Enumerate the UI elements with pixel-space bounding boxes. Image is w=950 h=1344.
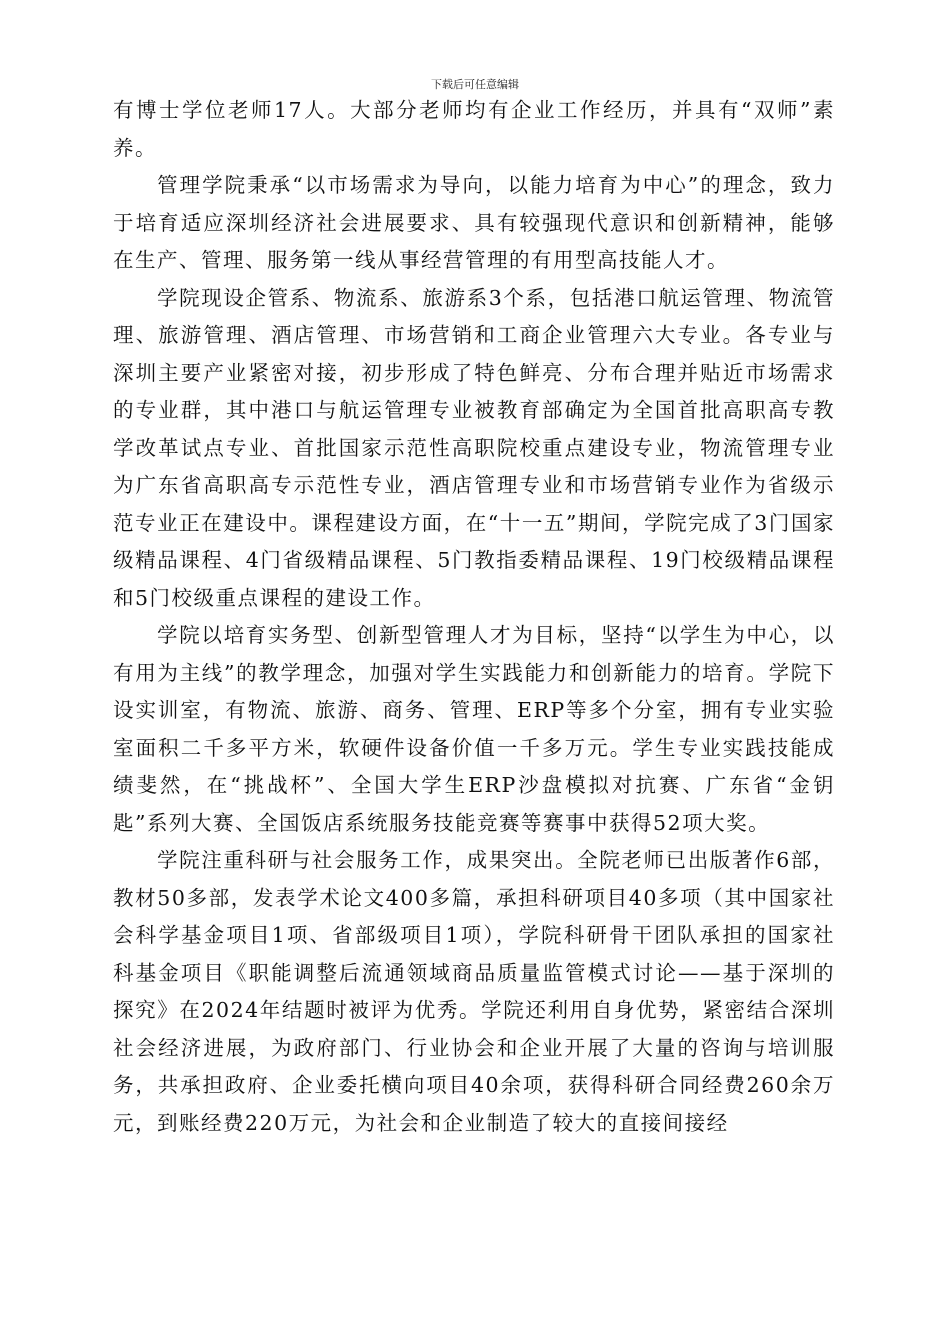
paragraph-3: 学院现设企管系、物流系、旅游系3个系，包括港口航运管理、物流管理、旅游管理、酒店管理、市场营销和工商企业管理六大专业。各专业与深圳主要产业紧密对接，初步形成了特色鲜亮、分布合理并贴近市场需求的专业群，其中港口与航运管理专业被教育部确定为全国首批高职高专教学改革试点专业、首批国家示范性高职院校重点建设专业，物流管理专业为广东省高职高专示范性专业，酒店管理专业和市场营销专业作为省级示范专业正在建设中。课程建设方面，在“十一五”期间，学院完成了3门国家级精品课程、4门省级精品课程、5门教指委精品课程、19门校级精品课程和5门校级重点课程的建设工作。 (113, 285, 835, 610)
page-header-note: 下载后可任意编辑 (431, 78, 519, 91)
paragraph-5: 学院注重科研与社会服务工作，成果突出。全院老师已出版著作6部，教材50多部，发表学术论文400多篇，承担科研项目40多项（其中国家社会科学基金项目1项、省部级项目1项），学院科研骨干团队承担的国家社科基金项目《职能调整后流通领域商品质量监管模式讨论——基于深圳的探究》在2024年结题时被评为优秀。学院还利用自身优势，紧密结合深圳社会经济进展，为政府部门、行业协会和企业开展了大量的咨询与培训服务，共承担政府、企业委托横向项目40余项，获得科研合同经费260余万元，到账经费220万元，为社会和企业制造了较大的直接间接经 (113, 848, 835, 1135)
paragraph-2: 管理学院秉承“以市场需求为导向，以能力培育为中心”的理念，致力于培育适应深圳经济社会进展要求、具有较强现代意识和创新精神，能够在生产、管理、服务第一线从事经营管理的有用型高技能人才。 (113, 173, 835, 272)
document-body (113, 92, 835, 1142)
paragraph-4: 学院以培育实务型、创新型管理人才为目标，坚持“以学生为中心，以有用为主线”的教学理念，加强对学生实践能力和创新能力的培育。学院下设实训室，有物流、旅游、商务、管理、ERP等多个分室，拥有专业实验室面积二千多平方米，软硬件设备价值一千多万元。学生专业实践技能成绩斐然，在“挑战杯”、全国大学生ERP沙盘模拟对抗赛、广东省“金钥匙”系列大赛、全国饭店系统服务技能竞赛等赛事中获得52项大奖。 (113, 623, 835, 835)
paragraph-1: 有博士学位老师17人。大部分老师均有企业工作经历，并具有“双师”素养。 (113, 98, 835, 160)
